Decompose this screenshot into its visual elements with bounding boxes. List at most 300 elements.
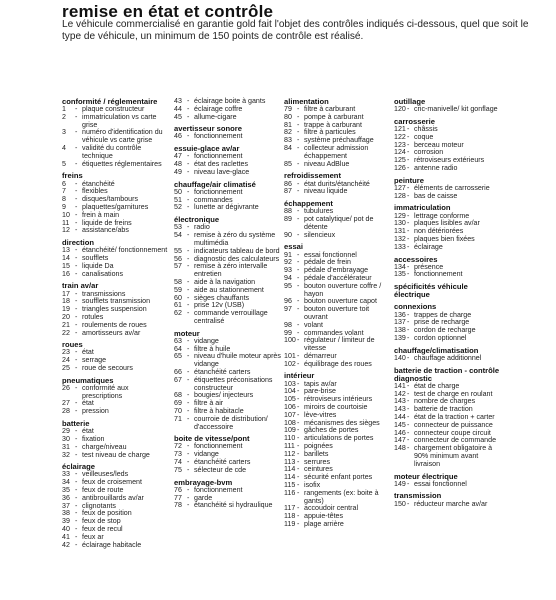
item-label: non détériorées (414, 227, 464, 236)
checklist-section (394, 118, 502, 173)
item-number: 57 (174, 262, 182, 271)
item-label: bas de caisse (414, 191, 458, 200)
item-dash: - (297, 136, 300, 145)
item-number: 40 (62, 525, 70, 534)
item-number: 104 (284, 387, 296, 396)
item-dash: - (297, 328, 300, 337)
item-number: 64 (174, 344, 182, 353)
item-dash: - (407, 148, 410, 157)
item-label: étiquettes réglementaires (82, 159, 162, 168)
section-heading: freins (62, 171, 83, 181)
item-number: 15 (62, 261, 70, 270)
item-number: 96 (284, 297, 292, 306)
checklist-item (284, 145, 392, 161)
item-number: 53 (174, 223, 182, 232)
item-number: 68 (174, 391, 182, 400)
item-number: 30 (62, 434, 70, 443)
item-label: nombre de charges (414, 397, 476, 406)
item-label: démarreur (304, 351, 337, 360)
column-1 (62, 98, 168, 553)
item-dash: - (297, 105, 300, 114)
item-number: 117 (284, 504, 296, 513)
item-dash: - (407, 389, 410, 398)
item-label: rétroviseurs extérieurs (414, 156, 485, 165)
item-number: 133 (394, 242, 406, 251)
item-dash: - (75, 187, 78, 196)
item-number: 63 (174, 336, 182, 345)
item-label: conformité aux prescriptions (82, 383, 129, 400)
section-heading: outillage (394, 97, 426, 106)
item-dash: - (297, 410, 300, 419)
checklist-item (174, 232, 282, 248)
section-heading: boite de vitesse/pont (174, 434, 250, 444)
item-number: 114 (284, 473, 296, 482)
item-dash: - (297, 207, 300, 216)
item-label: serrage (82, 356, 107, 365)
item-dash: - (75, 532, 78, 541)
section-heading: train av/ar (62, 281, 99, 291)
item-number: 93 (284, 266, 292, 275)
section-heading: avertisseur sonore (174, 124, 242, 134)
item-number: 62 (174, 309, 182, 318)
item-number: 45 (174, 112, 182, 121)
item-dash: - (297, 512, 300, 521)
item-dash: - (407, 397, 410, 406)
item-dash: - (297, 281, 300, 290)
section-heading: batterie de traction - contrôle diagnostic (394, 365, 500, 383)
item-label: bouton ouverture coffre / hayon (304, 281, 382, 298)
checklist-item (394, 445, 502, 468)
item-dash: - (407, 270, 410, 279)
item-label: filtre à carburant (304, 105, 356, 114)
item-label: essai fonctionnel (414, 479, 467, 488)
item-number: 132 (394, 234, 406, 243)
item-label: étanchéité carters (194, 367, 251, 376)
item-dash: - (187, 336, 190, 345)
item-number: 145 (394, 420, 406, 429)
item-number: 148 (394, 444, 406, 453)
section-heading: essuie-glace av/ar (174, 144, 240, 154)
item-label: état (82, 399, 94, 408)
item-label: garde (194, 493, 213, 502)
checklist-item (284, 306, 392, 322)
item-dash: - (297, 258, 300, 267)
checklist-section (174, 125, 282, 141)
checklist-item (174, 169, 282, 177)
item-number: 3 (62, 128, 66, 137)
item-label: feux ar (82, 532, 104, 541)
item-label: éclairage habitacle (82, 540, 142, 549)
item-number: 106 (284, 402, 296, 411)
section-heading: éclairage (62, 462, 95, 472)
checklist-item (62, 385, 168, 401)
item-label: roulements de roues (82, 320, 147, 329)
item-label: clignotants (82, 501, 116, 510)
item-dash: - (297, 159, 300, 168)
item-number: 103 (284, 379, 296, 388)
item-number: 20 (62, 312, 70, 321)
item-number: 97 (284, 305, 292, 314)
item-label: fixation (82, 434, 105, 443)
item-label: trappes de charge (414, 310, 472, 319)
item-label: étiquettes préconisations constructeur (194, 375, 273, 392)
item-dash: - (187, 399, 190, 408)
item-number: 144 (394, 412, 406, 421)
item-label: connecteur de commande (414, 436, 497, 445)
item-dash: - (407, 444, 410, 453)
section-heading: conformité / réglementaire (62, 97, 158, 106)
item-number: 26 (62, 383, 70, 392)
item-label: coque (414, 132, 434, 141)
item-number: 70 (174, 406, 182, 415)
item-number: 12 (62, 226, 70, 235)
item-label: soufflets transmission (82, 297, 151, 306)
item-number: 28 (62, 407, 70, 416)
checklist-item (284, 216, 392, 232)
item-number: 100 (284, 336, 296, 345)
item-number: 121 (394, 124, 406, 133)
item-label: poignées (304, 441, 333, 450)
section-heading: refroidissement (284, 171, 341, 181)
item-number: 142 (394, 389, 406, 398)
item-label: commande verrouillage centralisé (194, 309, 268, 325)
item-number: 112 (284, 449, 296, 458)
checklist-item (62, 247, 168, 255)
checklist-item (394, 106, 502, 114)
item-dash: - (75, 305, 78, 314)
item-label: miroirs de courtoisie (304, 402, 368, 411)
item-label: barillets (304, 449, 329, 458)
item-label: pédale d'embrayage (304, 266, 369, 275)
item-label: cordon de recharge (414, 326, 476, 335)
item-label: volant (304, 320, 323, 329)
item-number: 129 (394, 211, 406, 220)
item-label: étanchéité carters (194, 458, 251, 467)
section-heading: alimentation (284, 97, 329, 106)
item-dash: - (187, 367, 190, 376)
item-number: 78 (174, 501, 182, 510)
item-label: aide au stationnement (194, 285, 264, 294)
item-number: 39 (62, 517, 70, 526)
item-label: fonctionnement (194, 152, 243, 161)
checklist-item (284, 361, 392, 369)
item-label: feux de route (82, 486, 124, 495)
item-number: 125 (394, 156, 406, 165)
section-heading: essai (284, 242, 304, 252)
item-dash: - (75, 195, 78, 204)
item-label: radio (194, 223, 210, 232)
item-dash: - (407, 420, 410, 429)
item-dash: - (407, 436, 410, 445)
item-dash: - (187, 301, 190, 310)
item-label: état de la traction + carter (414, 412, 495, 421)
item-dash: - (297, 305, 300, 314)
item-label: réducteur marche av/ar (414, 499, 488, 508)
item-number: 17 (62, 289, 70, 298)
checklist-item (394, 142, 502, 150)
item-number: 11 (62, 218, 70, 227)
item-dash: - (407, 428, 410, 437)
item-dash: - (75, 159, 78, 168)
item-label: commandes volant (304, 328, 364, 337)
item-dash: - (297, 480, 300, 489)
checklist-section (394, 303, 502, 342)
item-label: prise 12v (USB) (194, 301, 245, 310)
item-dash: - (297, 402, 300, 411)
item-dash: - (187, 391, 190, 400)
item-number: 101 (284, 351, 296, 360)
item-label: pare-brise (304, 387, 336, 396)
checklist-item (62, 542, 168, 550)
item-label: lunette ar dégivrante (194, 203, 259, 212)
item-label: pression (82, 407, 109, 416)
checklist-item (284, 490, 392, 506)
item-number: 54 (174, 231, 182, 240)
item-number: 27 (62, 399, 70, 408)
item-label: fonctionnement (414, 270, 463, 279)
item-label: rétroviseurs intérieurs (304, 395, 373, 404)
checklist-section (174, 479, 282, 510)
item-dash: - (297, 112, 300, 121)
item-number: 135 (394, 270, 406, 279)
item-dash: - (297, 434, 300, 443)
item-dash: - (297, 387, 300, 396)
item-number: 55 (174, 246, 182, 255)
item-number: 23 (62, 348, 70, 357)
item-dash: - (297, 457, 300, 466)
checklist-item (394, 165, 502, 173)
checklist-item (284, 381, 392, 389)
item-number: 5 (62, 159, 66, 168)
item-number: 52 (174, 203, 182, 212)
item-label: frein à main (82, 210, 120, 219)
item-label: antenne radio (414, 163, 458, 172)
checklist-item (394, 335, 502, 343)
item-label: pompe à carburant (304, 112, 364, 121)
item-label: fonctionnement (194, 442, 243, 451)
checklist-item (284, 404, 392, 412)
section-heading: moteur (174, 328, 200, 338)
item-number: 73 (174, 450, 182, 459)
checklist-item (174, 114, 282, 122)
item-label: plage arrière (304, 519, 344, 528)
item-label: pédale d'accélérateur (304, 273, 372, 282)
checklist-section (394, 177, 502, 201)
item-number: 24 (62, 356, 70, 365)
checklist-item (284, 474, 392, 482)
section-heading: connexions (394, 302, 437, 312)
item-dash: - (187, 246, 190, 255)
item-number: 95 (284, 281, 292, 290)
item-dash: - (407, 227, 410, 236)
item-number: 46 (174, 132, 182, 141)
checklist-section (62, 341, 168, 372)
checklist-section (174, 216, 282, 325)
item-dash: - (297, 179, 300, 188)
item-number: 131 (394, 227, 406, 236)
checklist-item (62, 114, 168, 130)
item-number: 13 (62, 246, 70, 255)
item-dash: - (407, 132, 410, 141)
item-dash: - (407, 242, 410, 251)
item-number: 87 (284, 187, 292, 196)
item-dash: - (297, 379, 300, 388)
item-label: sécurité enfant portes (304, 473, 373, 482)
item-number: 113 (284, 457, 296, 466)
item-dash: - (75, 383, 78, 392)
item-dash: - (187, 458, 190, 467)
checklist-section (394, 204, 502, 251)
item-number: 43 (174, 97, 182, 105)
item-number: 80 (284, 112, 292, 121)
section-heading: intérieur (284, 371, 315, 381)
item-number: 115 (284, 480, 296, 489)
item-dash: - (75, 493, 78, 502)
item-dash: - (187, 132, 190, 141)
item-label: isofix (304, 480, 321, 489)
item-dash: - (75, 348, 78, 357)
item-label: niveau liquide (304, 187, 348, 196)
item-label: éclairage boite à gants (194, 97, 266, 105)
item-dash: - (187, 195, 190, 204)
item-label: batterie de traction (414, 405, 473, 414)
item-dash: - (75, 320, 78, 329)
checklist-item (62, 400, 168, 408)
checklist-item (62, 452, 168, 460)
item-label: présence (414, 262, 444, 271)
item-dash: - (75, 269, 78, 278)
item-label: tubulures (304, 207, 334, 216)
checklist-section (62, 420, 168, 459)
item-number: 67 (174, 375, 182, 384)
checklist-section (394, 492, 502, 508)
checklist-item (62, 181, 168, 189)
checklist-section (284, 98, 392, 168)
item-number: 105 (284, 395, 296, 404)
item-dash: - (75, 312, 78, 321)
item-dash: - (75, 407, 78, 416)
item-dash: - (75, 525, 78, 534)
item-number: 77 (174, 493, 182, 502)
item-label: corrosion (414, 148, 444, 157)
item-dash: - (187, 501, 190, 510)
item-number: 128 (394, 191, 406, 200)
item-label: gâches de portes (304, 426, 359, 435)
item-label: remise à zéro du système multimédia (194, 231, 276, 247)
item-dash: - (187, 375, 190, 384)
item-number: 124 (394, 148, 406, 157)
item-label: feux de croisement (82, 478, 142, 487)
item-label: sélecteur de cde (194, 465, 247, 474)
item-dash: - (187, 414, 190, 423)
checklist-item (62, 306, 168, 314)
column-2 (174, 98, 282, 514)
item-label: tapis av/ar (304, 379, 337, 388)
checklist-item (284, 521, 392, 529)
checklist-section (394, 347, 502, 363)
item-dash: - (407, 479, 410, 488)
item-label: équilibrage des roues (304, 359, 372, 368)
checklist-item (62, 428, 168, 436)
item-label: numéro d'identification du véhicule vs carte grise (82, 128, 163, 145)
item-number: 114 (284, 465, 296, 474)
item-number: 14 (62, 254, 70, 263)
item-number: 83 (284, 136, 292, 145)
item-label: niveau AdBlue (304, 159, 350, 168)
checklist-item (174, 416, 282, 432)
item-number: 2 (62, 112, 66, 121)
item-label: liquide Da (82, 261, 114, 270)
item-label: filtre à particules (304, 128, 356, 137)
item-dash: - (407, 499, 410, 508)
item-label: bouton ouverture toit ouvrant (304, 305, 370, 321)
checklist-item (284, 451, 392, 459)
item-dash: - (75, 434, 78, 443)
item-number: 143 (394, 405, 406, 414)
checklist-item (284, 337, 392, 353)
item-dash: - (187, 160, 190, 169)
item-label: accoudoir central (304, 504, 359, 513)
item-dash: - (407, 191, 410, 200)
item-label: test niveau de charge (82, 450, 150, 459)
item-dash: - (407, 381, 410, 390)
section-heading: direction (62, 238, 95, 248)
item-label: système préchauffage (304, 136, 374, 145)
item-number: 143 (394, 397, 406, 406)
item-label: vidange (194, 336, 219, 345)
item-label: triangles suspension (82, 305, 147, 314)
checklist-section (284, 243, 392, 368)
item-label: filtre à huile (194, 344, 231, 353)
item-label: niveau d'huile moteur après vidange (194, 352, 281, 369)
item-dash: - (297, 230, 300, 239)
item-label: collecteur admission échappement (304, 144, 369, 160)
item-label: filtre à air (194, 399, 224, 408)
item-number: 1 (62, 105, 66, 114)
item-dash: - (75, 289, 78, 298)
item-label: assistance/abs (82, 226, 129, 235)
checklist-item (284, 443, 392, 451)
item-number: 48 (174, 160, 182, 169)
checklist-item (174, 310, 282, 326)
item-dash: - (407, 183, 410, 192)
item-label: chargement obligatoire à 90% minimum avant livraison (414, 444, 493, 468)
checklist-item (174, 443, 282, 451)
section-heading: carrosserie (394, 116, 435, 126)
item-dash: - (297, 215, 300, 224)
checklist-section (394, 283, 502, 299)
checklist-section (174, 435, 282, 474)
item-number: 22 (62, 328, 70, 337)
checklist-item (174, 263, 282, 279)
item-dash: - (187, 97, 190, 105)
checklist-item (284, 459, 392, 467)
item-number: 38 (62, 509, 70, 518)
item-label: état durits/étanchéité (304, 179, 370, 188)
section-heading: pneumatiques (62, 375, 114, 385)
checklist-item (62, 129, 168, 145)
item-dash: - (75, 226, 78, 235)
item-number: 10 (62, 210, 70, 219)
item-dash: - (75, 112, 78, 121)
item-dash: - (407, 105, 410, 114)
checklist-section (62, 282, 168, 337)
item-number: 136 (394, 310, 406, 319)
item-number: 102 (284, 359, 296, 368)
item-dash: - (407, 333, 410, 342)
item-dash: - (297, 395, 300, 404)
item-number: 140 (394, 353, 406, 362)
